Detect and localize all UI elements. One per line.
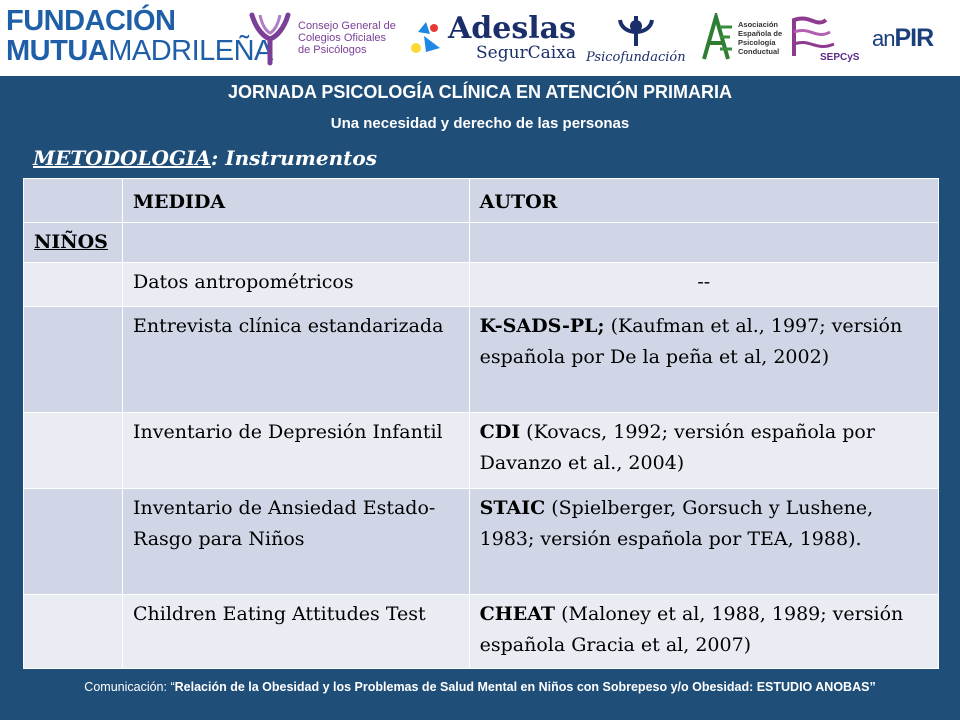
- instruments-table: [23, 178, 939, 669]
- anpir-logo: anPIR: [872, 23, 934, 52]
- sepcys-logo: [790, 8, 860, 68]
- psi-symbol-icon: [614, 12, 658, 50]
- table-row: [24, 413, 939, 489]
- aepc-logo: Asociación Española de Psicología Conductual: [700, 8, 782, 68]
- aepc-emblem-icon: [700, 13, 734, 63]
- measure-cell: Entrevista clínica estandarizada: [122, 307, 469, 413]
- section-title: METODOLOGIA: Instrumentos: [33, 146, 377, 170]
- measure-cell: Inventario de Ansiedad Estado-Rasgo para Niños: [122, 489, 469, 595]
- sepcys-emblem-icon: [790, 10, 860, 66]
- svg-text:SEPCyS: SEPCyS: [820, 52, 860, 63]
- measure-cell: Inventario de Depresión Infantil: [122, 413, 469, 489]
- cgcop-logo: Consejo General de Colegios Oficiales de Psicólogos: [246, 8, 396, 68]
- column-header: MEDIDA: [122, 179, 469, 223]
- la-caixa-star-icon: [404, 18, 448, 58]
- table-row: [24, 595, 939, 669]
- column-header: AUTOR: [469, 179, 938, 223]
- column-header: [24, 179, 123, 223]
- author-cell: K-SADS-PL; (Kaufman et al., 1997; versión española por De la peña et al, 2002): [469, 307, 938, 413]
- author-cell: --: [469, 263, 938, 307]
- author-cell: CHEAT (Maloney et al, 1988, 1989; versión española Gracia et al, 2007): [469, 595, 938, 669]
- author-cell: STAIC (Spielberger, Gorsuch y Lushene, 1983; versión española por TEA, 1988).: [469, 489, 938, 595]
- category-label: NIÑOS: [24, 223, 123, 263]
- author-cell: CDI (Kovacs, 1992; versión española por Davanzo et al., 2004): [469, 413, 938, 489]
- table-row: [24, 263, 939, 307]
- psychologists-emblem-icon: [246, 9, 294, 67]
- event-subtitle: Una necesidad y derecho de las personas: [330, 115, 630, 132]
- psicofundacion-logo: Psicofundación: [586, 8, 686, 68]
- category-row: [24, 223, 939, 263]
- event-title: JORNADA PSICOLOGÍA CLÍNICA EN ATENCIÓN PRIMARIA: [227, 82, 732, 102]
- logo-bar: [0, 0, 960, 76]
- measure-cell: Children Eating Attitudes Test: [122, 595, 469, 669]
- table-row: [24, 489, 939, 595]
- table-row: [24, 307, 939, 413]
- adeslas-segurcaixa-logo: Adeslas SegurCaixa: [404, 8, 576, 68]
- fundacion-mutua-madrilena-logo: FUNDACIÓN MUTUAMADRILEÑA: [6, 5, 273, 67]
- table-header-row: [24, 179, 939, 223]
- measure-cell: Datos antropométricos: [122, 263, 469, 307]
- footer-communication: Comunicación: “Relación de la Obesidad y los Problemas de Salud Mental en Niños con Sobrepeso y/o Obesidad: ESTUDIO ANOBAS”: [84, 680, 876, 694]
